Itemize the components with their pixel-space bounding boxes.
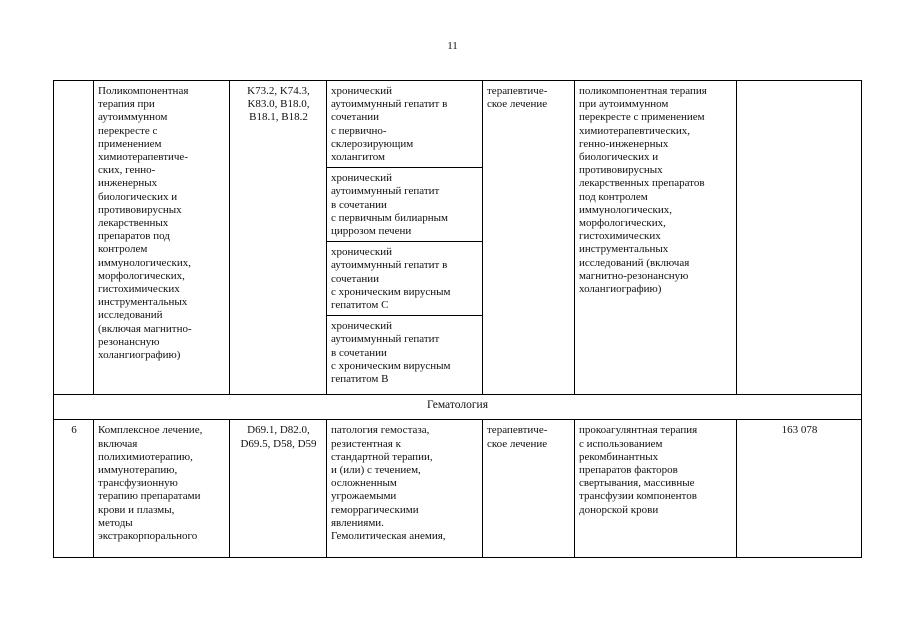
- treatment-name-cell: Поликомпонентная терапия при аутоиммунном перекресте с применением химиотерапевтиче- ских, генно- инженерных биологических и противовирусных лекарственных препаратов под контролем иммунологических, морфологических, гистохимических инструментальных исследований (включая магнитно- резонансную холангиографию): [94, 81, 230, 395]
- diagnosis-cell: патология гемостаза, резистентная к стандартной терапии, и (или) с течением, осложненным угрожаемыми геморрагическими явлениями. Гемолитическая анемия,: [327, 420, 483, 558]
- cost-cell: [737, 81, 862, 395]
- row-number-cell: 6: [54, 420, 94, 558]
- medical-care-table: [53, 80, 862, 558]
- treatment-method-cell: поликомпонентная терапия при аутоиммунном перекресте с применением химиотерапевтических, генно-инженерных биологических и противовирусных лекарственных препаратов под контролем иммунологических, морфологических, гистохимических инструментальных исследований (включая магнитно-резонансную холангиографию): [575, 81, 737, 395]
- page-number: 11: [447, 40, 458, 52]
- treatment-type-cell: терапевтиче- ское лечение: [483, 81, 575, 395]
- diagnosis-cell: хронический аутоиммунный гепатит в сочетании с первично- склерозирующим холангитом: [327, 81, 483, 168]
- treatment-method-cell: прокоагулянтная терапия с использованием рекомбинантных препаратов факторов свертывания, массивные трансфузии компонентов донорской крови: [575, 420, 737, 558]
- diagnosis-cell: хронический аутоиммунный гепатит в сочетании с хроническим вирусным гепатитом В: [327, 316, 483, 395]
- section-row: [54, 395, 862, 420]
- treatment-type-cell: терапевтиче- ское лечение: [483, 420, 575, 558]
- treatment-name-cell: Комплексное лечение, включая полихимиотерапию, иммунотерапию, трансфузионную терапию препаратами крови и плазмы, методы экстракорпорального: [94, 420, 230, 558]
- icd-codes-cell: K73.2, K74.3, K83.0, B18.0, B18.1, B18.2: [230, 81, 327, 395]
- cost-cell: 163 078: [737, 420, 862, 558]
- table-row: [54, 81, 862, 168]
- table-row: [54, 420, 862, 558]
- icd-codes-cell: D69.1, D82.0, D69.5, D58, D59: [230, 420, 327, 558]
- section-heading: Гематология: [54, 395, 862, 420]
- row-number-cell: [54, 81, 94, 395]
- diagnosis-cell: хронический аутоиммунный гепатит в сочетании с первичным билиарным циррозом печени: [327, 168, 483, 242]
- diagnosis-cell: хронический аутоиммунный гепатит в сочетании с хроническим вирусным гепатитом С: [327, 242, 483, 316]
